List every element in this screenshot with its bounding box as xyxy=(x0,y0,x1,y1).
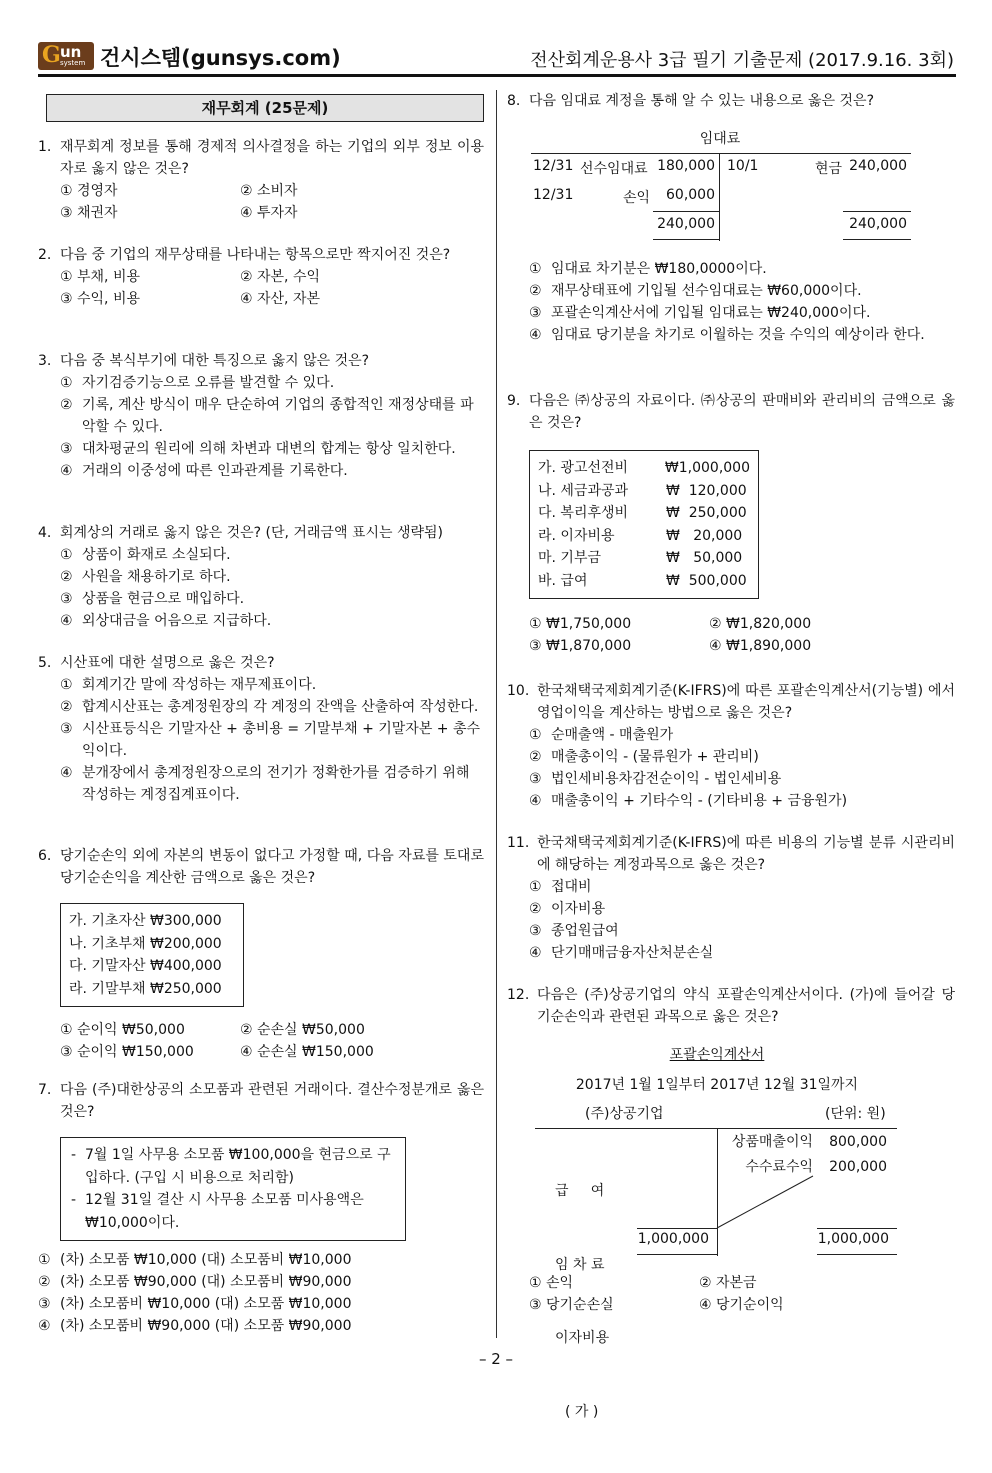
statement-left-sum-rule xyxy=(637,1228,717,1229)
question-7 xyxy=(38,1079,484,1337)
option-text: 임대료 당기분을 차기로 이월하는 것을 수익의 예상이라 한다. xyxy=(551,327,925,343)
ledger-r1-date: 12/31 xyxy=(533,158,574,174)
options xyxy=(38,180,484,224)
ledger-r1-amount: 180,000 xyxy=(657,158,715,174)
option-3[interactable]: ③ ₩1,870,000 xyxy=(529,638,632,654)
question-1 xyxy=(38,136,484,224)
option-marker: ② xyxy=(38,1274,51,1290)
option-text: 회계기간 말에 작성하는 재무제표이다. xyxy=(82,677,317,693)
ledger-left-sum-rule xyxy=(653,211,719,212)
column-divider xyxy=(496,90,497,1338)
option-1[interactable] xyxy=(38,674,484,696)
option-1[interactable] xyxy=(38,372,484,394)
question-11 xyxy=(507,832,955,964)
expense-amount: ₩ 20,000 xyxy=(666,527,743,544)
option-4[interactable]: ④ 투자자 xyxy=(240,205,298,221)
question-text: 다음은 ㈜상공의 자료이다. ㈜상공의 판매비와 관리비의 금액으로 옳은 것은? xyxy=(529,393,955,431)
section-title: 재무회계 (25문제) xyxy=(46,94,484,122)
statement-right-item: 수수료수익 xyxy=(745,1158,813,1175)
option-4[interactable]: ④ ₩1,890,000 xyxy=(709,638,812,654)
statement-right-item: 상품매출이익 xyxy=(731,1134,813,1150)
option-1[interactable] xyxy=(38,544,484,566)
question-number: 7. xyxy=(38,1082,52,1098)
ledger-total-right: 240,000 xyxy=(849,216,907,232)
option-text: 거래의 이중성에 따른 인과관계를 기록한다. xyxy=(82,463,348,479)
option-text: (차) 소모품비 ₩10,000 (대) 소모품 ₩10,000 xyxy=(60,1296,352,1312)
transaction-text: 12월 31일 결산 시 사무용 소모품 미사용액은 ₩10,000이다. xyxy=(85,1192,364,1231)
page-number: – 2 – xyxy=(478,1350,514,1368)
option-4[interactable]: ④ 자산, 자본 xyxy=(240,291,320,307)
question-number: 3. xyxy=(38,353,52,369)
statement-unit: (단위: 원) xyxy=(825,1106,886,1122)
option-marker: ① xyxy=(529,879,542,895)
question-number: 6. xyxy=(38,848,52,864)
option-text: (차) 소모품 ₩90,000 (대) 소모품비 ₩90,000 xyxy=(60,1274,352,1290)
statement-title: 포괄손익계산서 xyxy=(669,1047,765,1063)
statement-right-amount: 800,000 xyxy=(829,1134,887,1150)
option-1[interactable]: ① 손익 xyxy=(529,1275,574,1291)
question-number: 9. xyxy=(507,393,521,409)
option-text: 사원을 채용하기로 하다. xyxy=(82,569,231,585)
dash: - xyxy=(71,1192,77,1208)
option-marker: ④ xyxy=(529,945,542,961)
option-3[interactable]: ③ 수익, 비용 xyxy=(60,291,140,307)
option-marker: ④ xyxy=(529,793,542,809)
option-text: 접대비 xyxy=(551,879,592,895)
transaction-text: 7월 1일 사무용 소모품 ₩100,000을 현금으로 구입하다. (구입 시 비용으로 처리함) xyxy=(85,1147,391,1186)
option-marker: ① xyxy=(529,727,542,743)
option-2[interactable]: ② 자본, 수익 xyxy=(240,269,320,285)
question-8-options xyxy=(507,258,955,346)
option-text: 순매출액 - 매출원가 xyxy=(551,727,674,743)
ledger-left-double-rule xyxy=(653,239,719,240)
option-2[interactable] xyxy=(507,280,955,302)
option-marker: ② xyxy=(529,901,542,917)
option-1[interactable] xyxy=(507,876,955,898)
option-marker: ③ xyxy=(60,591,73,607)
option-3[interactable] xyxy=(38,718,484,762)
option-2[interactable]: ② ₩1,820,000 xyxy=(709,616,812,632)
option-marker: ① xyxy=(60,547,73,563)
options xyxy=(38,266,484,310)
option-4[interactable] xyxy=(38,1315,484,1337)
option-3[interactable] xyxy=(38,588,484,610)
option-text: 분개장에서 총계정원장으로의 전기가 정확한가를 검증하기 위해 작성하는 계정집계표이다. xyxy=(82,765,470,803)
ledger-r2-amount: 60,000 xyxy=(666,187,715,203)
transaction-line xyxy=(71,1189,395,1234)
expense-name: 나. 세금과공과 xyxy=(538,482,629,499)
data-line: 다. 기말자산 ₩400,000 xyxy=(69,958,222,974)
option-1[interactable] xyxy=(507,724,955,746)
option-marker: ③ xyxy=(60,441,73,457)
option-marker: ④ xyxy=(60,463,73,479)
question-4 xyxy=(38,522,484,632)
question-text: 한국채택국제회계기준(K-IFRS)에 따른 비용의 기능별 분류 시관리비에 해당하는 계정과목으로 옳은 것은? xyxy=(537,835,955,873)
ledger-r1-right-account: 현금 xyxy=(815,161,843,177)
option-1[interactable]: ① 순이익 ₩50,000 xyxy=(60,1022,185,1038)
option-text: 임대료 차기분은 ₩180,0000이다. xyxy=(551,261,767,277)
brand-name: 건시스템(gunsys.com) xyxy=(100,46,341,70)
option-4[interactable] xyxy=(507,324,955,346)
header-rule xyxy=(38,74,956,77)
option-marker: ③ xyxy=(529,305,542,321)
option-text: 이자비용 xyxy=(551,901,606,917)
expense-amount: ₩ 50,000 xyxy=(666,550,743,566)
question-number: 12. xyxy=(507,987,530,1003)
option-marker: ② xyxy=(60,699,73,715)
expense-name: 바. 급여 xyxy=(538,572,588,589)
question-number: 11. xyxy=(507,835,530,851)
rent-ledger xyxy=(507,90,955,250)
expense-row xyxy=(538,457,750,480)
question-text: 시산표에 대한 설명으로 옳은 것은? xyxy=(60,655,275,671)
expense-box xyxy=(529,450,759,599)
question-number: 1. xyxy=(38,139,52,155)
option-marker: ③ xyxy=(529,923,542,939)
option-3[interactable] xyxy=(507,302,955,324)
option-2[interactable] xyxy=(38,394,484,438)
expense-row xyxy=(538,570,750,593)
statement-left-double-rule xyxy=(637,1254,717,1255)
question-text: 재무회계 정보를 통해 경제적 의사결정을 하는 기업의 외부 정보 이용자로 옳지 않은 것은? xyxy=(60,139,484,177)
question-text: 한국채택국제회계기준(K-IFRS)에 따른 포괄손익계산서(기능별) 에서 영업이익을 계산하는 방법으로 옳은 것은? xyxy=(537,683,955,721)
ledger-top-rule xyxy=(531,153,911,154)
option-marker: ③ xyxy=(60,721,73,737)
question-3 xyxy=(38,350,484,482)
dash: - xyxy=(71,1147,77,1163)
expense-name: 가. 광고선전비 xyxy=(538,460,629,476)
option-text: 법인세비용차감전순이익 - 법인세비용 xyxy=(551,771,782,787)
ledger-right-sum-rule xyxy=(843,211,911,212)
expense-amount: ₩ 250,000 xyxy=(666,505,747,521)
gunsys-logo xyxy=(38,42,94,70)
question-number: 8. xyxy=(507,93,521,109)
question-text: 회계상의 거래로 옳지 않은 것은? (단, 거래금액 표시는 생략됨) xyxy=(60,525,443,541)
options xyxy=(38,1019,484,1063)
option-text: 상품을 현금으로 매입하다. xyxy=(82,591,245,607)
option-text: 단기매매금융자산처분손실 xyxy=(551,945,714,961)
statement-period: 2017년 1월 1일부터 2017년 12월 31일까지 xyxy=(575,1077,859,1093)
question-number: 10. xyxy=(507,683,530,699)
option-4[interactable] xyxy=(507,942,955,964)
expense-row xyxy=(538,480,750,503)
statement-left-item: ( 가 ) xyxy=(565,1403,599,1420)
question-text: 다음 임대료 계정을 통해 알 수 있는 내용으로 옳은 것은? xyxy=(529,93,875,109)
question-10 xyxy=(507,680,955,812)
question-5 xyxy=(38,652,484,806)
option-text: 매출총이익 - (물류원가 + 관리비) xyxy=(551,749,759,765)
question-12-options xyxy=(507,1272,955,1316)
option-marker: ④ xyxy=(529,327,542,343)
option-marker: ① xyxy=(60,375,73,391)
transaction-box xyxy=(60,1137,406,1241)
question-text: 당기순손익 외에 자본의 변동이 없다고 가정할 때, 다음 자료를 토대로 당기순손익을 계산한 금액으로 옳은 것은? xyxy=(60,848,484,886)
option-4[interactable] xyxy=(38,762,484,806)
option-2[interactable]: ② 자본금 xyxy=(699,1275,757,1291)
option-text: 대차평균의 원리에 의해 차변과 대변의 합계는 항상 일치한다. xyxy=(82,441,456,457)
option-1[interactable] xyxy=(38,1249,484,1271)
options xyxy=(507,1272,955,1316)
statement-company: (주)상공기업 xyxy=(585,1106,664,1122)
option-text: (차) 소모품 ₩10,000 (대) 소모품비 ₩10,000 xyxy=(60,1252,352,1268)
exam-title: 전산회계운용사 3급 필기 기출문제 (2017.9.16. 3회) xyxy=(530,50,954,71)
question-text: 다음은 (주)상공기업의 약식 포괄손익계산서이다. (가)에 들어갈 당기순손익과 관련된 과목으로 옳은 것은? xyxy=(537,987,955,1025)
option-text: 종업원급여 xyxy=(551,923,619,939)
question-text: 다음 중 복식부기에 대한 특징으로 옳지 않은 것은? xyxy=(60,353,370,369)
option-4[interactable] xyxy=(38,610,484,632)
question-6 xyxy=(38,845,484,1063)
option-text: (차) 소모품비 ₩90,000 (대) 소모품 ₩90,000 xyxy=(60,1318,352,1334)
option-2[interactable] xyxy=(38,566,484,588)
option-marker: ② xyxy=(529,283,542,299)
data-box xyxy=(60,903,244,1007)
option-text: 외상대금을 어음으로 지급하다. xyxy=(82,613,272,629)
statement-right-double-rule xyxy=(817,1254,897,1255)
question-text: 다음 중 기업의 재무상태를 나타내는 항목으로만 짝지어진 것은? xyxy=(60,247,451,263)
option-2[interactable]: ② 소비자 xyxy=(240,183,298,199)
ledger-r1-right-amount: 240,000 xyxy=(849,158,907,174)
question-number: 5. xyxy=(38,655,52,671)
data-line: 라. 기말부채 ₩250,000 xyxy=(69,980,222,997)
ledger-total-left: 240,000 xyxy=(657,216,715,232)
option-4[interactable]: ④ 순손실 ₩150,000 xyxy=(240,1044,374,1060)
expense-name: 다. 복리후생비 xyxy=(538,505,629,521)
option-3[interactable]: ③ 채권자 xyxy=(60,205,118,221)
option-1[interactable]: ① 경영자 xyxy=(60,183,118,199)
diagonal-line xyxy=(717,1176,813,1228)
option-text: 자기검증기능으로 오류를 발견할 수 있다. xyxy=(82,375,335,391)
option-3[interactable] xyxy=(38,438,484,460)
logo-letter-g: G xyxy=(42,42,61,68)
expense-row xyxy=(538,502,750,525)
option-marker: ① xyxy=(38,1252,51,1268)
option-1[interactable] xyxy=(507,258,955,280)
option-2[interactable]: ② 순손실 ₩50,000 xyxy=(240,1022,365,1038)
question-12 xyxy=(507,984,955,1028)
option-marker: ② xyxy=(529,749,542,765)
option-3[interactable] xyxy=(507,768,955,790)
option-3[interactable]: ③ 순이익 ₩150,000 xyxy=(60,1044,194,1060)
option-4[interactable] xyxy=(507,790,955,812)
option-4[interactable] xyxy=(38,460,484,482)
statement-right-amount: 200,000 xyxy=(829,1158,887,1175)
data-line: 나. 기초부채 ₩200,000 xyxy=(69,935,222,952)
option-2[interactable] xyxy=(38,1271,484,1293)
option-text: 합계시산표는 총계정원장의 각 계정의 잔액을 산출하여 작성한다. xyxy=(82,699,479,715)
expense-row xyxy=(538,547,750,570)
statement-left-item: 이자비용 xyxy=(555,1330,610,1346)
option-marker: ① xyxy=(60,677,73,693)
option-text: 기록, 계산 방식이 매우 단순하여 기업의 종합적인 재정상태를 파악할 수 있다. xyxy=(82,397,474,435)
logo-letters-un: un xyxy=(60,43,82,61)
question-number: 4. xyxy=(38,525,52,541)
option-marker: ③ xyxy=(529,771,542,787)
option-marker: ① xyxy=(529,261,542,277)
option-marker: ② xyxy=(60,569,73,585)
ledger-right-double-rule xyxy=(843,239,911,240)
expense-row xyxy=(538,525,750,548)
option-1[interactable]: ① ₩1,750,000 xyxy=(529,616,632,632)
option-3[interactable] xyxy=(507,920,955,942)
statement-total-right: 1,000,000 xyxy=(817,1231,889,1247)
ledger-r1-right-date: 10/1 xyxy=(727,158,759,174)
statement-right-sum-rule xyxy=(817,1228,897,1229)
statement-total-left: 1,000,000 xyxy=(637,1231,709,1247)
question-number: 2. xyxy=(38,247,52,263)
statement-left-item: 급 여 xyxy=(555,1183,605,1199)
option-text: 시산표등식은 기말자산 + 총비용 = 기말부채 + 기말자본 + 총수익이다. xyxy=(82,721,481,759)
option-marker: ④ xyxy=(60,613,73,629)
option-1[interactable]: ① 부채, 비용 xyxy=(60,269,140,285)
data-line: 가. 기초자산 ₩300,000 xyxy=(69,913,222,929)
option-3[interactable] xyxy=(38,1293,484,1315)
option-2[interactable] xyxy=(507,898,955,920)
statement-left-item: 임 차 료 xyxy=(555,1256,605,1273)
option-3[interactable]: ③ 당기순손실 xyxy=(529,1297,614,1313)
expense-name: 라. 이자비용 xyxy=(538,527,615,544)
option-marker: ④ xyxy=(60,765,73,781)
question-2 xyxy=(38,244,484,310)
question-9 xyxy=(507,390,955,657)
transaction-line xyxy=(71,1144,395,1189)
option-text: 재무상태표에 기입될 선수임대료는 ₩60,000이다. xyxy=(551,283,862,299)
option-4[interactable]: ④ 당기순이익 xyxy=(699,1297,784,1313)
options xyxy=(507,613,955,657)
question-text: 다음 (주)대한상공의 소모품과 관련된 거래이다. 결산수정분개로 옳은 것은? xyxy=(60,1082,484,1120)
ledger-center-rule xyxy=(719,153,720,241)
option-text: 포괄손익계산서에 기입될 임대료는 ₩240,000이다. xyxy=(551,305,871,321)
logo-system-text: system xyxy=(60,59,86,67)
option-2[interactable] xyxy=(38,696,484,718)
expense-amount: ₩ 500,000 xyxy=(666,572,747,589)
expense-amount: ₩1,000,000 xyxy=(664,460,750,476)
option-text: 매출총이익 + 기타수익 - (기타비용 + 금융원가) xyxy=(551,793,848,809)
option-marker: ② xyxy=(60,397,73,413)
ledger-r2-date: 12/31 xyxy=(533,187,574,203)
option-2[interactable] xyxy=(507,746,955,768)
ledger-r2-account: 손익 xyxy=(623,190,651,206)
statement-cancel-line xyxy=(507,1040,955,1260)
option-marker: ③ xyxy=(38,1296,51,1312)
ledger-r1-account: 선수임대료 xyxy=(580,161,648,177)
page-header xyxy=(38,38,956,76)
expense-amount: ₩ 120,000 xyxy=(666,482,747,499)
option-text: 상품이 화재로 소실되다. xyxy=(82,547,231,563)
ledger-title: 임대료 xyxy=(699,131,741,147)
expense-name: 마. 기부금 xyxy=(538,550,601,566)
option-marker: ④ xyxy=(38,1318,51,1334)
